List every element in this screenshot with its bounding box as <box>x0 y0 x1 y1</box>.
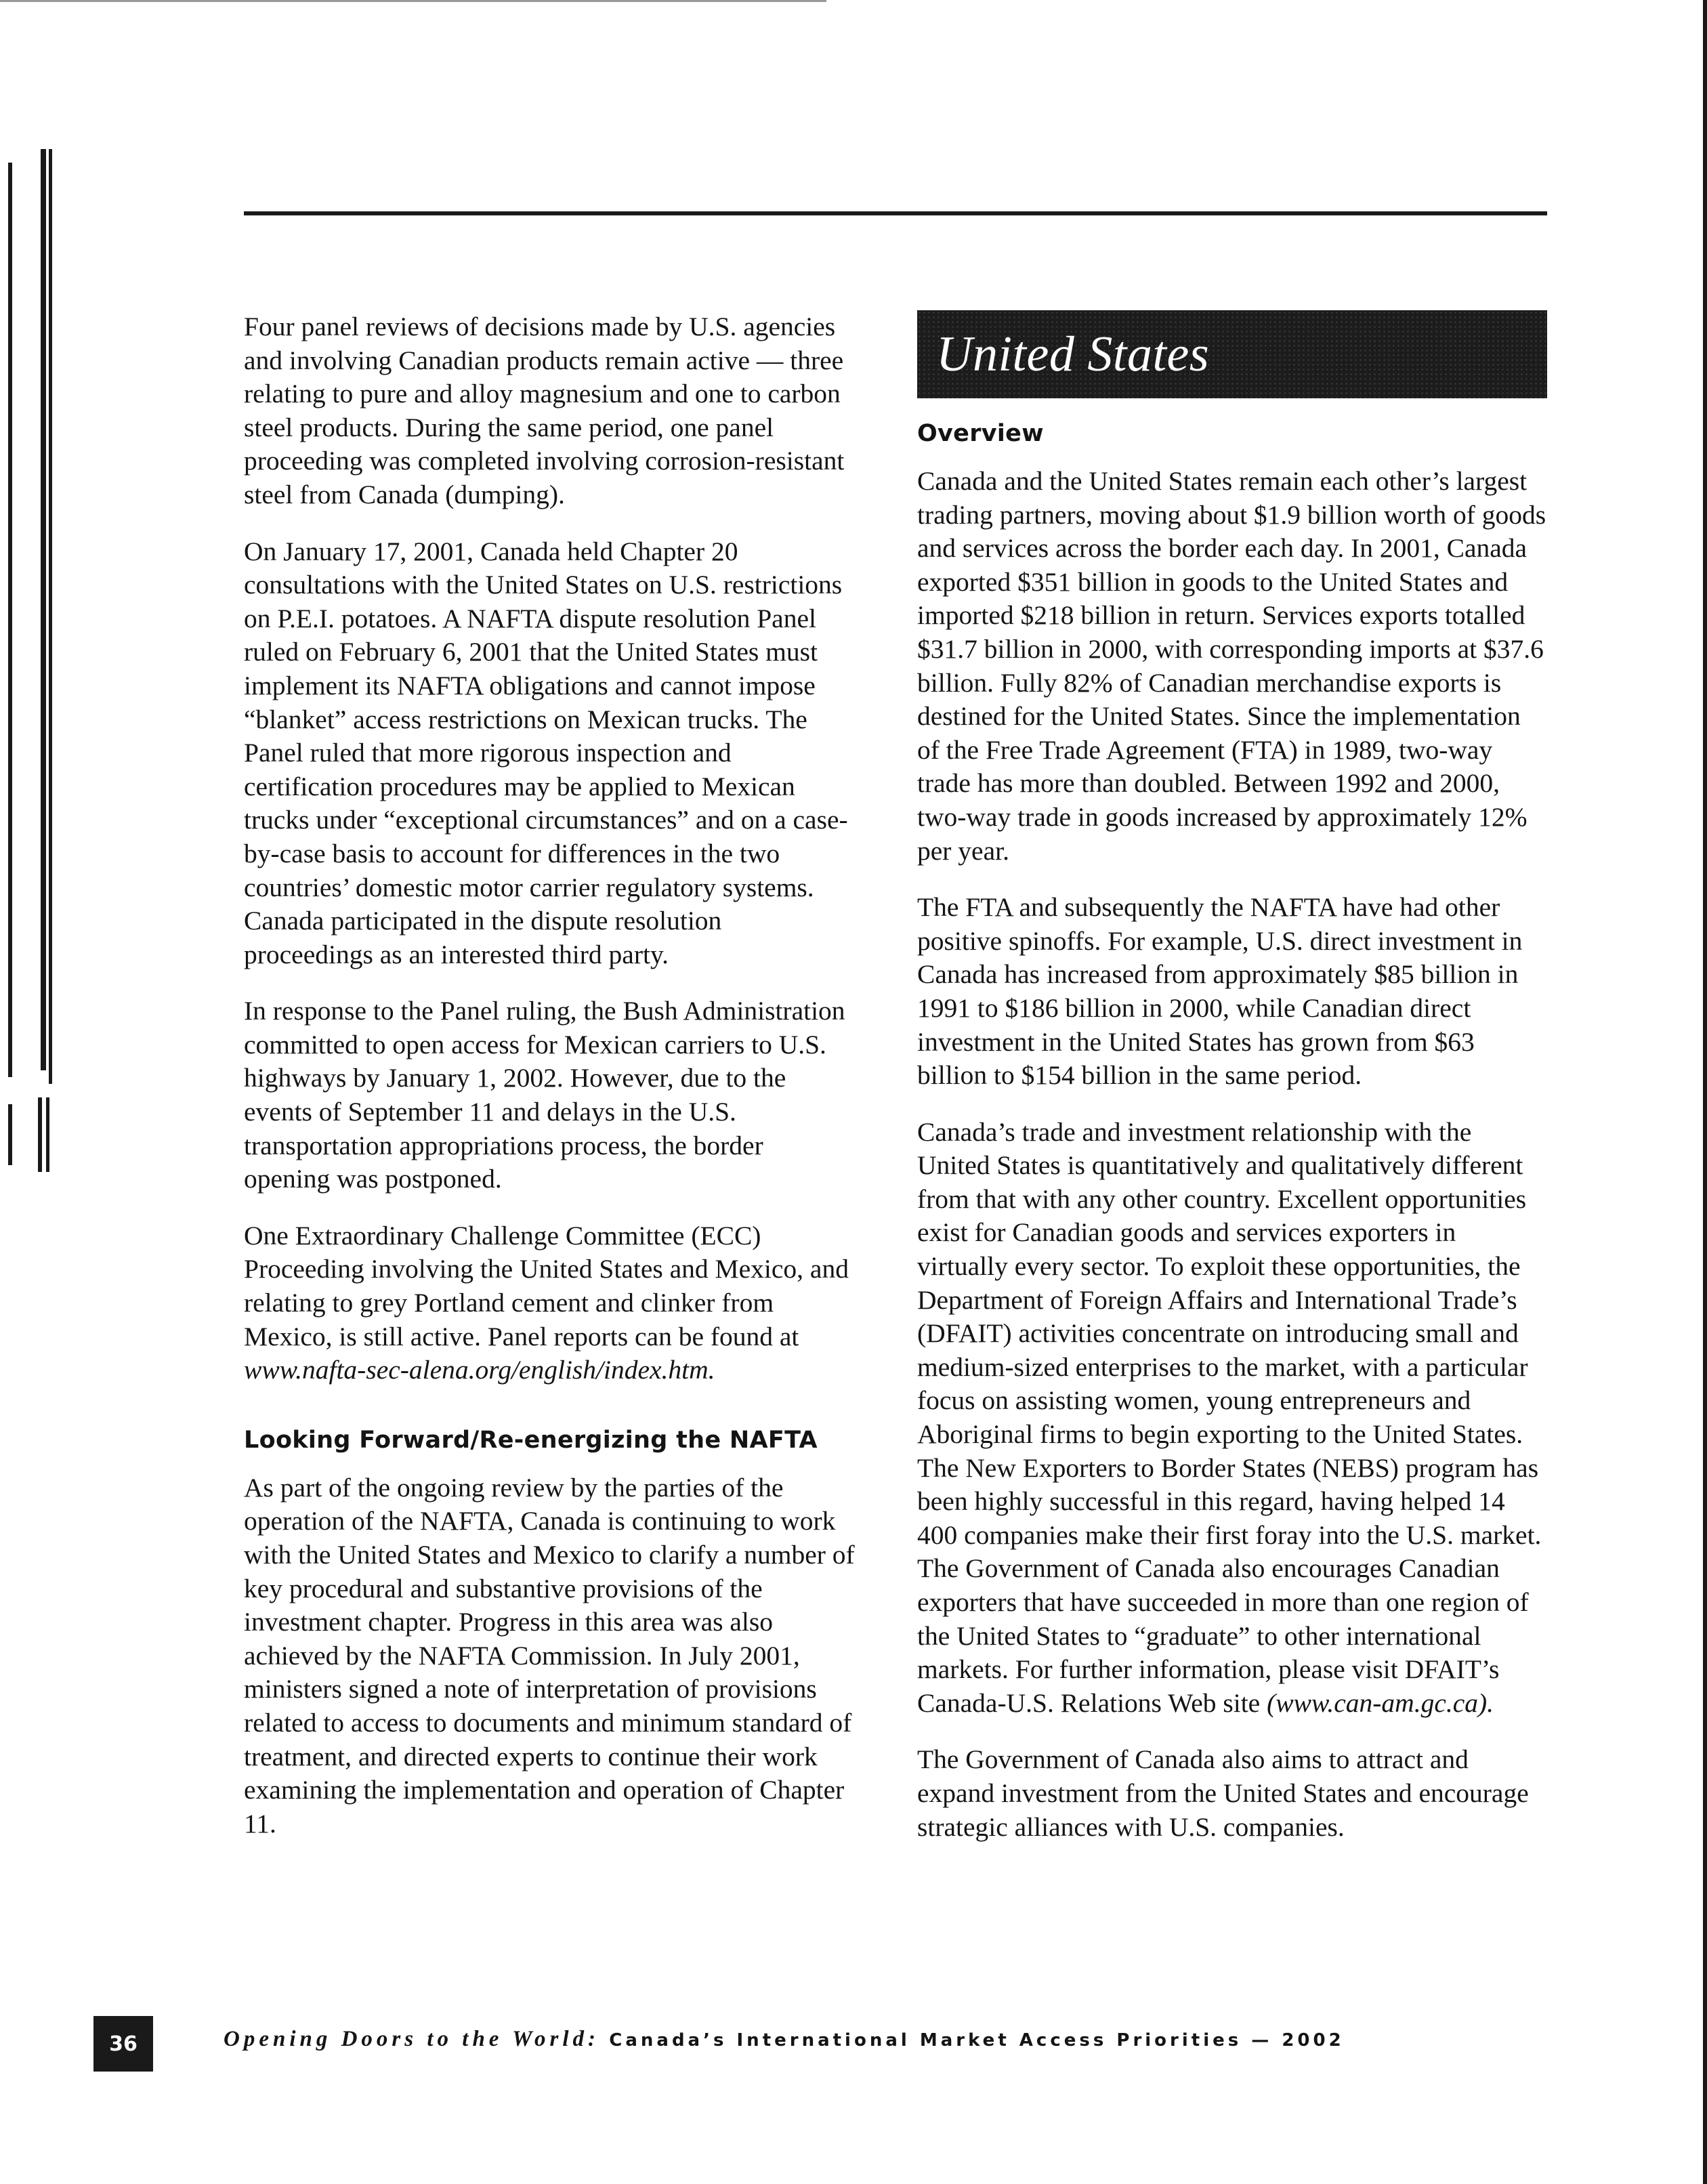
paragraph-spinoffs: The FTA and subsequently the NAFTA have had other positive spinoffs. For example, U.S. direct investment in Canada has increased from approximately $85 billion in 1991 to $186 billion in 2000, while Canadian direct investment in the United States has grown from $63 billion to $154 billion in the same period. <box>917 892 1523 1091</box>
paragraph-dfait-text: Canada’s trade and investment relationship with the United States is quantitatively and qualitatively different from that with any other country. Excellent opportunities exist for Canadian goods and services exporters in virtually every sector. To exploit these opportunities, the Department of Foreign Affairs and International Trade’s (DFAIT) activities concentrate on introducing small and medium-sized enterprises to the market, with a particular focus on assisting women, young entrepreneurs and Aboriginal firms to begin exporting to the United States. The New Exporters to Border States (NEBS) program has been highly successful in this regard, having helped 14 400 companies make their first foray into the U.S. market. The Government of Canada also encourages Canadian exporters that have succeeded in more than one region of the United States to “graduate” to other international markets. For further information, please visit DFAIT’s Canada-U.S. Relations Web site <box>917 1116 1542 1718</box>
paragraph-looking-forward: As part of the ongoing review by the parties of the operation of the NAFTA, Canada is continuing to work with the United States and Mexico to clarify a number of key procedural and substantive provisions of the investment chapter. Progress in this area was also achieved by the NAFTA Commission. In July 2001, ministers signed a note of interpretation of provisions related to access to documents and minimum standard of treatment, and directed experts to continue their work examining the implementation and operation of Chapter 11. <box>244 1472 855 1839</box>
scan-artifact-binding-mark <box>41 149 46 1070</box>
scan-artifact-binding-mark <box>8 163 12 1077</box>
paragraph-panel-reviews: Four panel reviews of decisions made by U.S. agencies and involving Canadian products remain active — three relating to pure and alloy magnesium and one to carbon steel products. During the same period, one panel proceeding was completed involving corrosion-resistant steel from Canada (dumping). <box>244 312 845 509</box>
section-banner <box>917 310 1547 398</box>
paragraph-chapter-20: On January 17, 2001, Canada held Chapter 20 consultations with the United States on U.S. restrictions on P.E.I. potatoes. A NAFTA dispute resolution Panel ruled on February 6, 2001 that the United States must implement its NAFTA obligations and cannot impose “blanket” access restrictions on Mexican trucks. The Panel ruled that more rigorous inspection and certification procedures may be applied to Mexican trucks under “exceptional circumstances” and on a case-by-case basis to account for differences in the two countries’ domestic motor carrier regulatory systems. Canada participated in the dispute resolution proceedings as an interested third party. <box>244 536 848 969</box>
footer-title-rest: Canada’s International Market Access Priorities — 2002 <box>609 2030 1345 2051</box>
scan-artifact-binding-mark <box>49 149 52 1084</box>
paragraph-ecc <box>244 1219 855 1387</box>
paragraph-trading-partners: Canada and the United States remain each other’s largest trading partners, moving about $1.9 billion worth of goods and services across the border each day. In 2001, Canada exported $351 billion in goods to the United States and imported $218 billion in return. Services exports totalled $31.7 billion in 2000, with corresponding imports at $37.6 billion. Fully 82% of Canadian merchandise exports is destined for the United States. Since the implementation of the Free Trade Agreement (FTA) in 1989, two-way trade has more than doubled. Between 1992 and 2000, two-way trade in goods increased by approximately 12% per year. <box>917 466 1546 866</box>
footer-title <box>224 2027 1345 2052</box>
page-number: 36 <box>93 2016 153 2072</box>
right-column <box>917 310 1547 1867</box>
header-rule <box>244 211 1547 215</box>
can-am-link[interactable]: (www.can-am.gc.ca). <box>1267 1687 1494 1718</box>
footer-title-italic: Opening Doors to the World: <box>224 2027 600 2051</box>
section-banner-title: United States <box>936 326 1210 382</box>
scan-artifact-right-edge <box>1703 0 1707 2184</box>
nafta-secretariat-link[interactable]: www.nafta-sec-alena.org/english/index.htm. <box>244 1355 715 1385</box>
heading-overview: Overview <box>917 420 1044 447</box>
scan-artifact-binding-mark <box>38 1097 42 1172</box>
heading-looking-forward: Looking Forward/Re-energizing the NAFTA <box>244 1426 818 1454</box>
scan-artifact-top-line <box>0 0 826 2</box>
paragraph-bush-administration: In response to the Panel ruling, the Bush Administration committed to open access for Mexican carriers to U.S. highways by January 1, 2002. However, due to the events of September 11 and delays in the U.S. transportation appropriations process, the border opening was postponed. <box>244 996 845 1194</box>
page-footer <box>93 2016 1584 2072</box>
scan-artifact-binding-mark <box>46 1097 49 1172</box>
paragraph-investment: The Government of Canada also aims to attract and expand investment from the United States and encourage strategic alliances with U.S. companies. <box>917 1744 1529 1842</box>
left-column <box>244 310 855 1864</box>
scan-artifact-binding-mark <box>8 1104 12 1165</box>
paragraph-dfait <box>917 1116 1547 1721</box>
paragraph-ecc-text: One Extraordinary Challenge Committee (ECC) Proceeding involving the United States and Mexico, and relating to grey Portland cement and clinker from Mexico, is still active. Panel reports can be found at <box>244 1220 849 1351</box>
